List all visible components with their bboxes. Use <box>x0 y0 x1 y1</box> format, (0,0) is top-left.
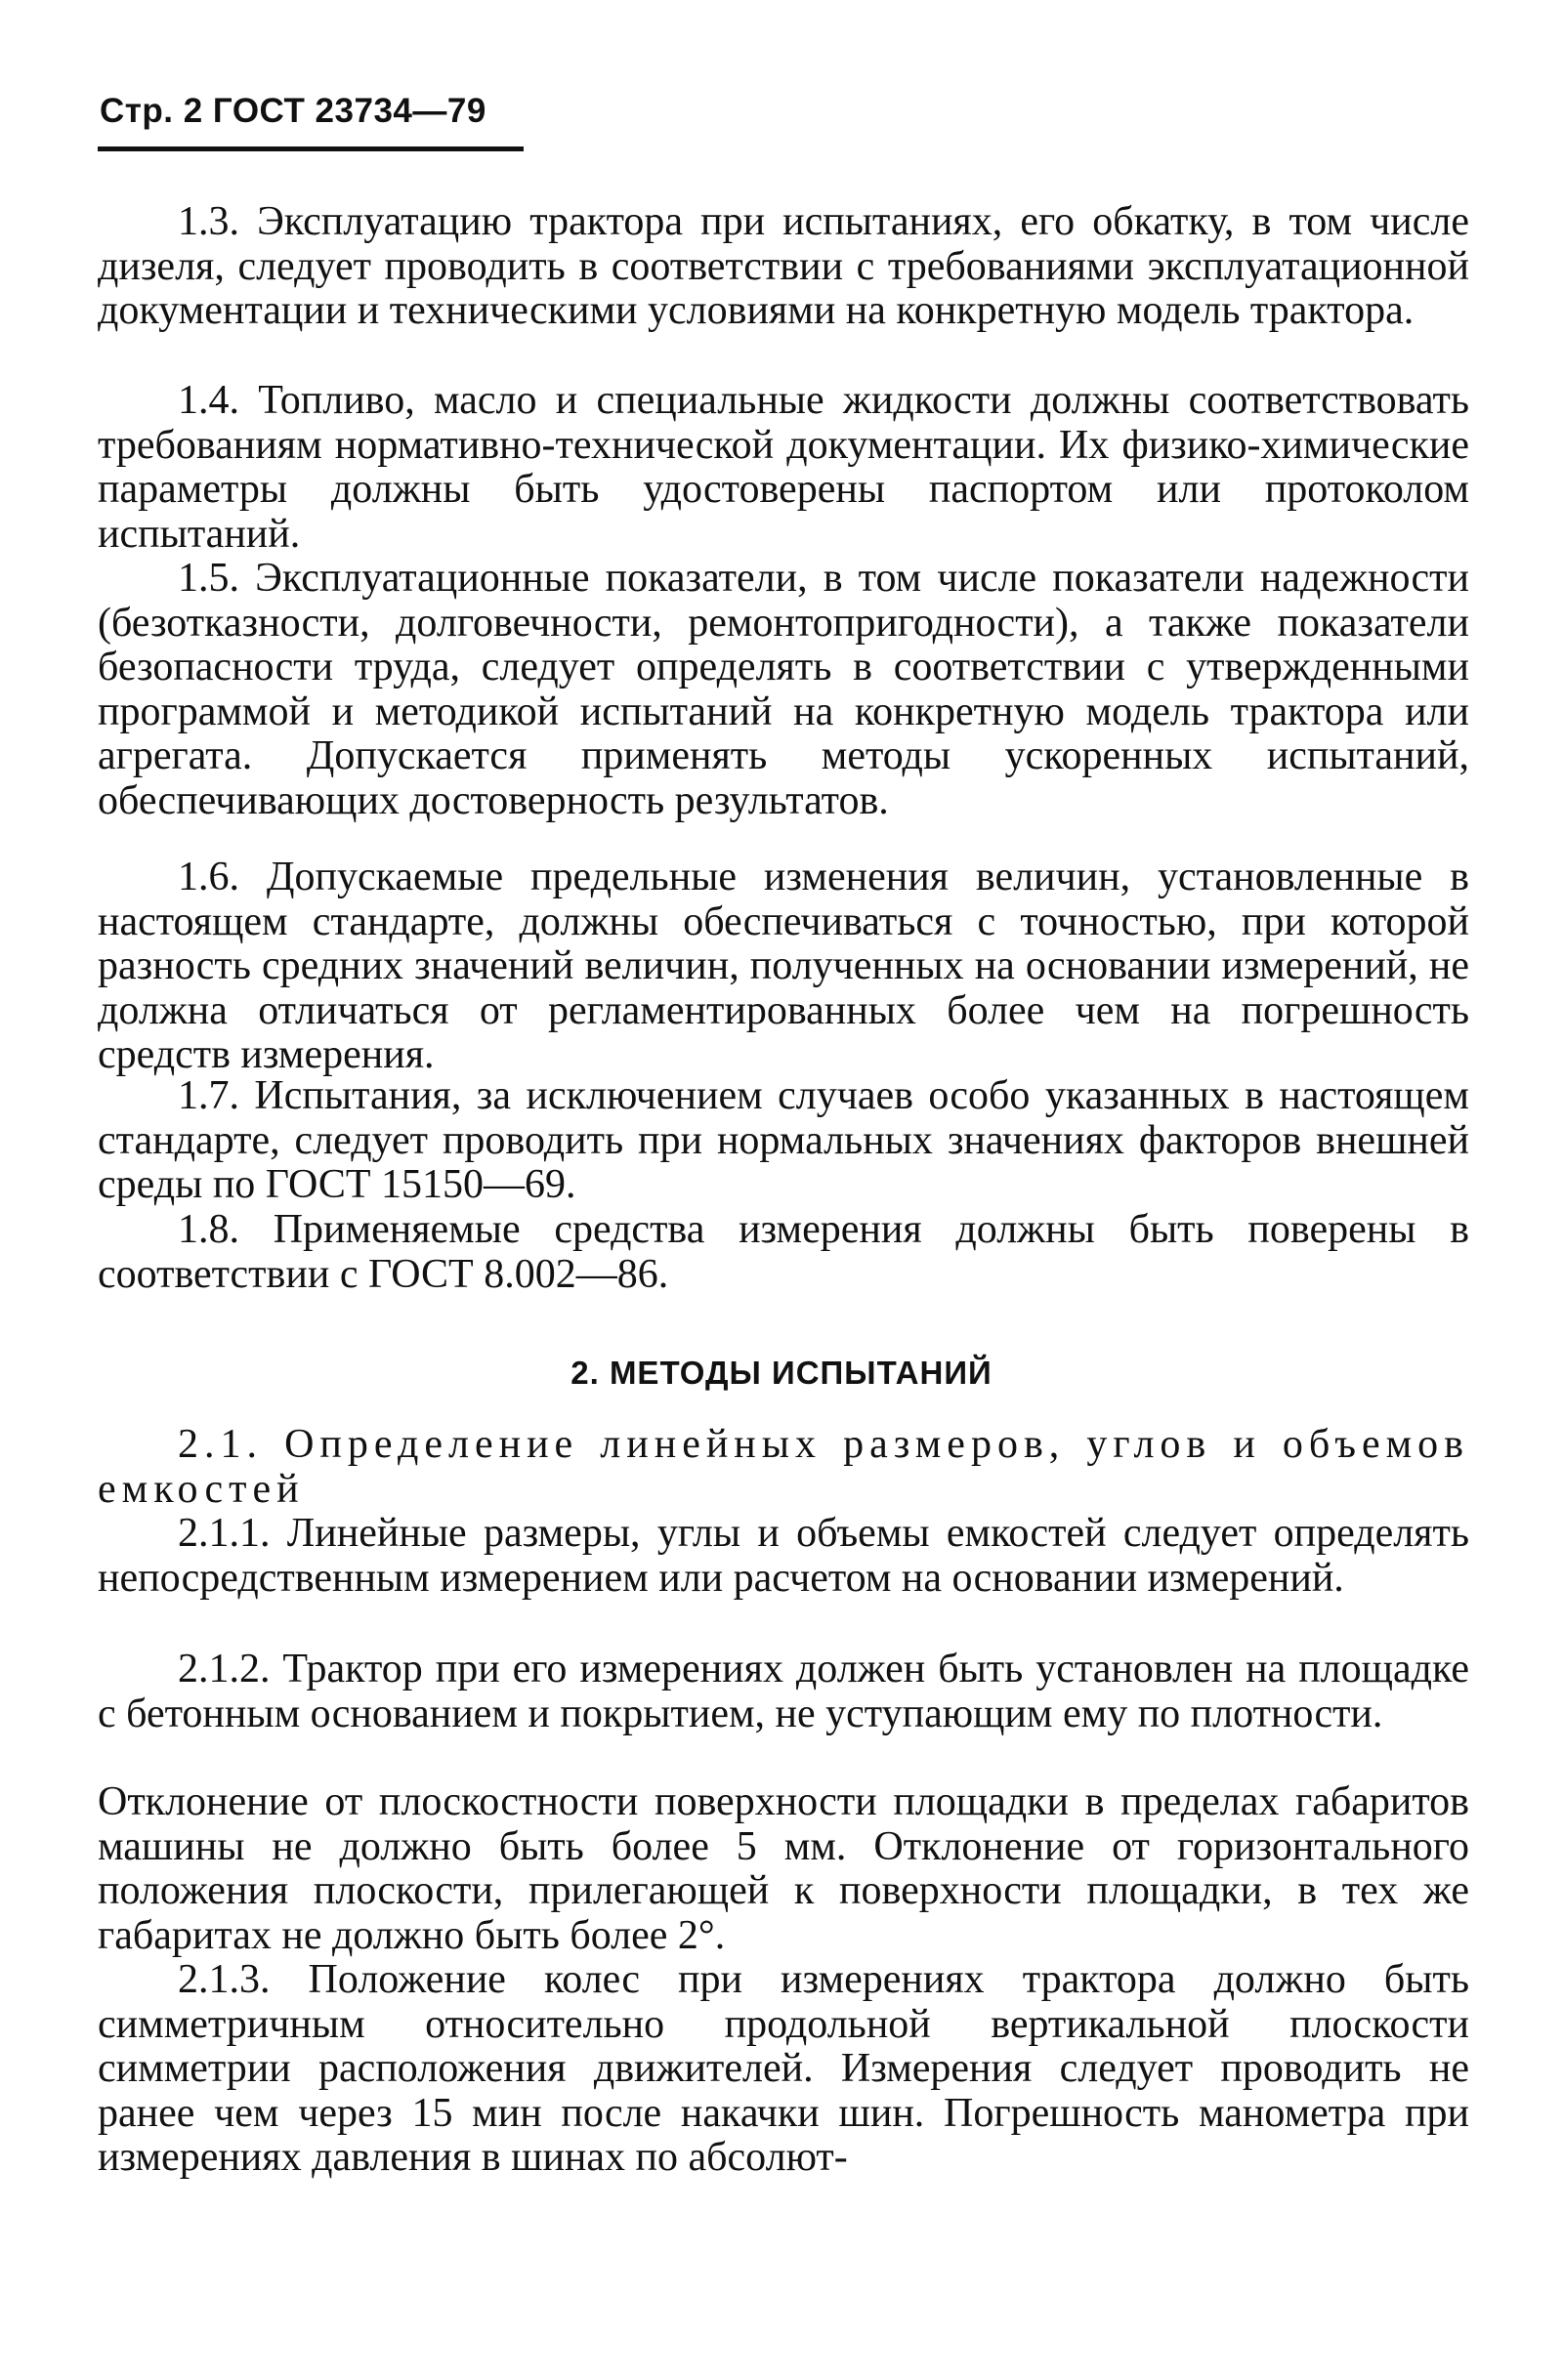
paragraph-deviation-text: Отклонение от плоскостности поверхности площадки в пределах габаритов машины не должно быть более 5 мм. Отклонение от горизонтального положения плоскости, прилегающей к поверхности площадки, в тех же габаритах не должно быть более 2°. <box>98 1779 1469 1958</box>
paragraph-deviation <box>98 1780 1469 1958</box>
paragraph-2-1-2 <box>98 1648 1469 1736</box>
paragraph-1-8-text: 1.8. Применяемые средства измерения должны быть поверены в соответствии с ГОСТ 8.002—86. <box>98 1207 1469 1297</box>
paragraph-1-5-text: 1.5. Эксплуатационные показатели, в том числе показатели надежности (безотказности, долговечности, ремонтопригодности), а также показатели безопасности труда, следует определять в соответствии с утвержденными программой и методикой испытаний на конкретную модель трактора или агрегата. Допускается применять методы ускоренных испытаний, обеспечивающих достоверность результатов. <box>98 556 1469 823</box>
paragraph-1-6 <box>98 856 1469 1078</box>
paragraph-1-6-text: 1.6. Допускаемые предельные изменения величин, установленные в настоящем стандарте, должны обеспечиваться с точностью, при которой разность средних значений величин, полученных на основании измерений, не должна отличаться от регламентированных более чем на погрешность средств измерения. <box>98 855 1469 1077</box>
paragraph-1-5 <box>98 557 1469 823</box>
paragraph-2-1-3 <box>98 1958 1469 2181</box>
paragraph-1-4-text: 1.4. Топливо, масло и специальные жидкости должны соответствовать требованиям нормативно-технической документации. Их физико-химические параметры должны быть удостоверены паспортом или протоколом испытаний. <box>98 378 1469 557</box>
paragraph-1-7-text: 1.7. Испытания, за исключением случаев особо указанных в настоящем стандарте, следует проводить при нормальных значениях факторов внешней среды по ГОСТ 15150—69. <box>98 1073 1469 1207</box>
paragraph-2-1-1-text: 2.1.1. Линейные размеры, углы и объемы емкостей следует определять непосредственным измерением или расчетом на основании измерений. <box>98 1511 1469 1601</box>
section-heading: 2. МЕТОДЫ ИСПЫТАНИЙ <box>570 1355 993 1391</box>
paragraph-1-3 <box>98 200 1469 334</box>
header-rule <box>98 146 524 151</box>
paragraph-2-1-3-text: 2.1.3. Положение колес при измерениях трактора должно быть симметричным относительно продольной вертикальной плоскости симметрии расположения движителей. Измерения следует проводить не ранее чем через 15 мин после накачки шин. Погрешность манометра при измерениях давления в шинах по абсолют- <box>98 1957 1469 2180</box>
running-head: Стр. 2 ГОСТ 23734—79 <box>100 92 486 130</box>
paragraph-1-4 <box>98 379 1469 557</box>
paragraph-2-1-1 <box>98 1512 1469 1601</box>
paragraph-1-8 <box>98 1208 1469 1297</box>
paragraph-1-7 <box>98 1074 1469 1208</box>
paragraph-1-3-text: 1.3. Эксплуатацию трактора при испытаниях, его обкатку, в том числе дизеля, следует проводить в соответствии с требованиями эксплуатационной документации и техническими условиями на конкретную модель трактора. <box>98 199 1469 333</box>
paragraph-2-1-2-text: 2.1.2. Трактор при его измерениях должен быть установлен на площадке с бетонным основанием и покрытием, не уступающим ему по плотности. <box>98 1647 1469 1736</box>
subsection-title-text: 2.1. Определение линейных размеров, углов и объемов емкостей <box>98 1422 1469 1512</box>
subsection-title <box>98 1423 1469 1512</box>
